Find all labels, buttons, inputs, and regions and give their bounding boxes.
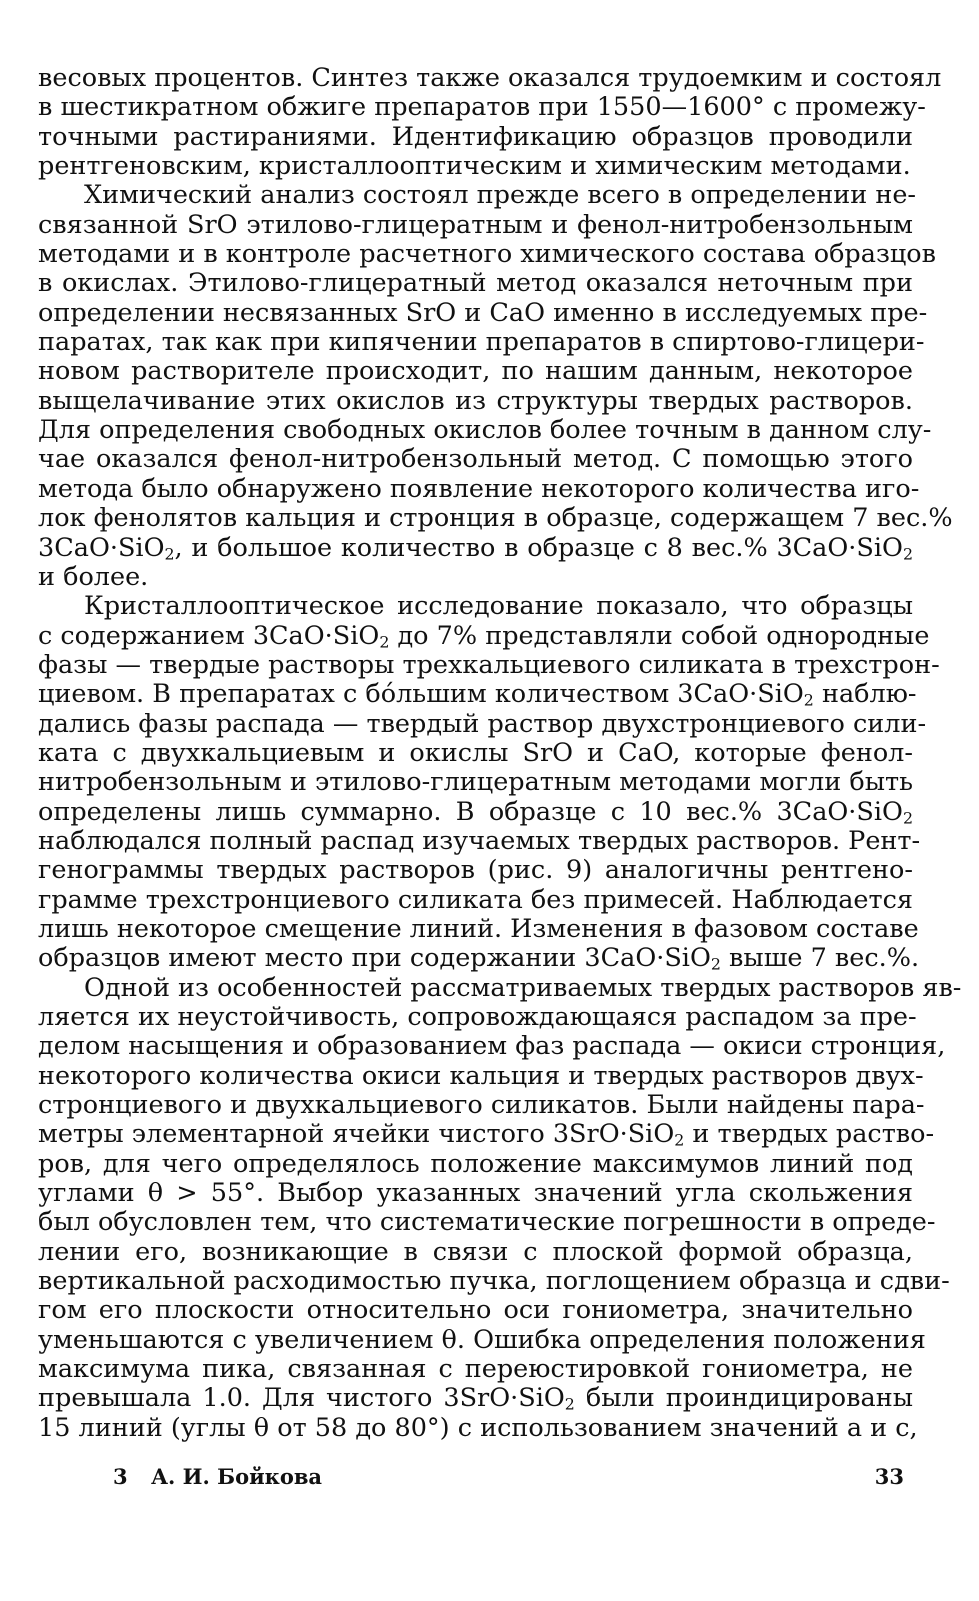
text-line: 3CaO·SiO$_2$, и большое количество в образце с 8 вес.% 3CaO·SiO$_2$ [38,532,913,563]
page-footer [113,1464,904,1489]
text-line: в окислах. Этилово-глицератный метод оказался неточным при [38,268,913,299]
text-line: рентгеновским, кристаллооптическим и химическим методами. [38,151,911,182]
text-line: 15 линий (углы θ от 58 до 80°) с использованием значений a и c, [38,1412,918,1443]
text-line: дались фазы распада — твердый раствор двухстронциевого сили- [38,708,927,739]
text-line: нитробензольным и этилово-глицератным методами могли быть [38,767,913,798]
text-line: ров, для чего определялось положение максимумов линий под [38,1148,913,1179]
text-line: точными растираниями. Идентификацию образцов проводили [38,121,913,152]
text-line: делом насыщения и образованием фаз распада — окиси стронция, [38,1031,946,1062]
text-line: вертикальной расходимостью пучка, поглощением образца и сдви- [38,1266,950,1297]
text-line: чае оказался фенол-нитробензольный метод. С помощью этого [38,444,913,475]
text-line: был обусловлен тем, что систематические погрешности в опреде- [38,1207,936,1238]
text-line: методами и в контроле расчетного химического состава образцов [38,239,936,270]
text-line: связанной SrO этилово-глицератным и фенол-нитробензольным [38,209,913,240]
text-line: Одной из особенностей рассматриваемых твердых растворов яв- [84,972,962,1003]
text-line: грамме трехстронциевого силиката без примесей. Наблюдается [38,884,913,915]
text-line: превышала 1.0. Для чистого 3SrO·SiO$_2$ были проиндицированы [38,1383,913,1414]
text-line: определении несвязанных SrO и CaO именно в исследуемых пре- [38,297,928,328]
text-line: новом растворителе происходит, по нашим данным, некоторое [38,356,913,387]
text-line: максимума пика, связанная с переюстировкой гониометра, не [38,1354,913,1385]
text-line: фазы — твердые растворы трехкальциевого силиката в трехстрон- [38,649,940,680]
text-line: метры элементарной ячейки чистого 3SrO·SiO$_2$ и твердых раство- [38,1119,935,1150]
text-line: и более. [38,561,149,592]
text-line: метода было обнаружено появление некоторого количества иго- [38,473,920,504]
text-line: лок фенолятов кальция и стронция в образце, содержащем 7 вес.% [38,503,953,534]
text-line: стронциевого и двухкальциевого силикатов. Были найдены пара- [38,1090,925,1121]
text-line: с содержанием 3CaO·SiO$_2$ до 7% представляли собой однородные [38,620,930,651]
text-line: выщелачивание этих окислов из структуры твердых растворов. [38,385,913,416]
text-line: наблюдался полный распад изучаемых твердых растворов. Рент- [38,825,921,856]
text-line: некоторого количества окиси кальция и твердых растворов двух- [38,1060,924,1091]
text-line: ката с двухкальциевым и окислы SrO и CaO, которые фенол- [38,737,913,768]
text-line: определены лишь суммарно. В образце с 10 вес.% 3CaO·SiO$_2$ [38,796,913,828]
text-line: генограммы твердых растворов (рис. 9) аналогичны рентгено- [38,855,913,886]
text-line: циевом. В препаратах с бо́льшим количеством 3CaO·SiO$_2$ наблю- [38,679,917,710]
text-line: углами θ > 55°. Выбор указанных значений угла скольжения [38,1178,913,1209]
signature-number: 3 [113,1464,128,1489]
text-line: лишь некоторое смещение линий. Изменения в фазовом составе [38,913,919,944]
text-line: ляется их неустойчивость, сопровождающаяся распадом за пре- [38,1002,917,1032]
text-line: гом его плоскости относительно оси гониометра, значительно [38,1295,913,1326]
text-line: Для определения свободных окислов более точным в данном слу- [38,415,932,446]
text-line: уменьшаются с увеличением θ. Ошибка определения положения [38,1324,926,1355]
text-line: образцов имеют место при содержании 3CaO·SiO$_2$ выше 7 вес.%. [38,943,920,974]
footer-signature [113,1464,338,1489]
text-line: Кристаллооптическое исследование показало, что образцы [84,591,913,622]
text-line: лении его, возникающие в связи с плоской формой образца, [38,1236,913,1267]
text-line: весовых процентов. Синтез также оказался трудоемким и состоял [38,63,942,93]
body-text [38,63,962,1443]
footer-author: А. И. Бойкова [150,1464,323,1489]
text-line: Химический анализ состоял прежде всего в определении не- [84,180,917,211]
page-number: 33 [874,1464,904,1489]
text-line: паратах, так как при кипячении препаратов в спиртово-глицери- [38,327,925,358]
text-line: в шестикратном обжиге препаратов при 1550—1600° с промежу- [38,92,926,123]
